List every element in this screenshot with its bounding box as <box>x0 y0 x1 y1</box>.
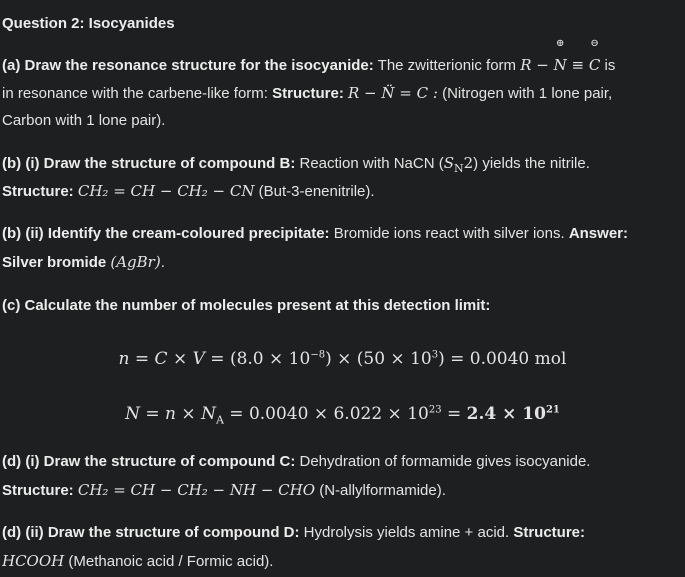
part-b2-line1: (b) (ii) Identify the cream-coloured precipitate: Bromide ions react with silver ions. Answer: <box>2 225 628 242</box>
agbr-formula: (AgBr) <box>110 253 161 271</box>
part-a-line2: in resonance with the carbene-like form: Structure: R − N̈ = C : (Nitrogen with 1 lone pair, <box>2 84 613 102</box>
part-d2-line1: (d) (ii) Draw the structure of compound D: Hydrolysis yields amine + acid. Structure: <box>2 524 586 541</box>
compound-d-formula: HCOOH <box>2 552 65 570</box>
part-c-label: (c) Calculate the number of molecules present at this detection limit: <box>2 297 491 314</box>
equation-molecules: $N = n \times N_A = 0.0040 \times 6.022 \times 10^{23} = 2.4 \times 10^{21}$ <box>125 404 560 427</box>
equation-moles: $n = C \times V = (8.0 \times 10^{-8}) \times (50 \times 10^3) = 0.0040$ mol <box>118 349 567 369</box>
part-b2-line2: Silver bromide (AgBr). <box>2 253 165 271</box>
part-d2-line2: HCOOH (Methanoic acid / Formic acid). <box>2 552 274 570</box>
final-answer: $2.4 \times 10^{21}$ <box>466 404 560 424</box>
part-a-line3: Carbon with 1 lone pair). <box>2 112 166 129</box>
part-a-text: The zwitterionic form <box>377 57 517 74</box>
part-a-label: (a) Draw the resonance structure for the isocyanide: <box>2 57 374 74</box>
part-b1-line2: Structure: CH₂ = CH − CH₂ − CN (But-3-enenitrile). <box>2 182 375 200</box>
question-heading: Question 2: Isocyanides <box>2 15 175 32</box>
part-a-line1: (a) Draw the resonance structure for the isocyanide: The zwitterionic form R − ⊕ N ≡ ⊖ C is <box>2 38 616 74</box>
compound-c-formula: CH₂ = CH − CH₂ − NH − CHO <box>77 481 316 499</box>
carbene-formula: R − N̈ = C : <box>348 84 438 102</box>
part-d1-line1: (d) (i) Draw the structure of compound C: Dehydration of formamide gives isocyanide. <box>2 453 591 470</box>
sn2-notation: $S_N2$ <box>443 154 474 175</box>
part-d1-line2: Structure: CH₂ = CH − CH₂ − NH − CHO (N-allylformamide). <box>2 481 446 499</box>
zwitterion-formula: R − ⊕ N ≡ ⊖ C <box>520 38 601 74</box>
compound-b-formula: CH₂ = CH − CH₂ − CN <box>77 182 255 200</box>
part-b1-line1: (b) (i) Draw the structure of compound B: Reaction with NaCN $(S_N2)$ yields the nitrile. <box>2 154 590 175</box>
